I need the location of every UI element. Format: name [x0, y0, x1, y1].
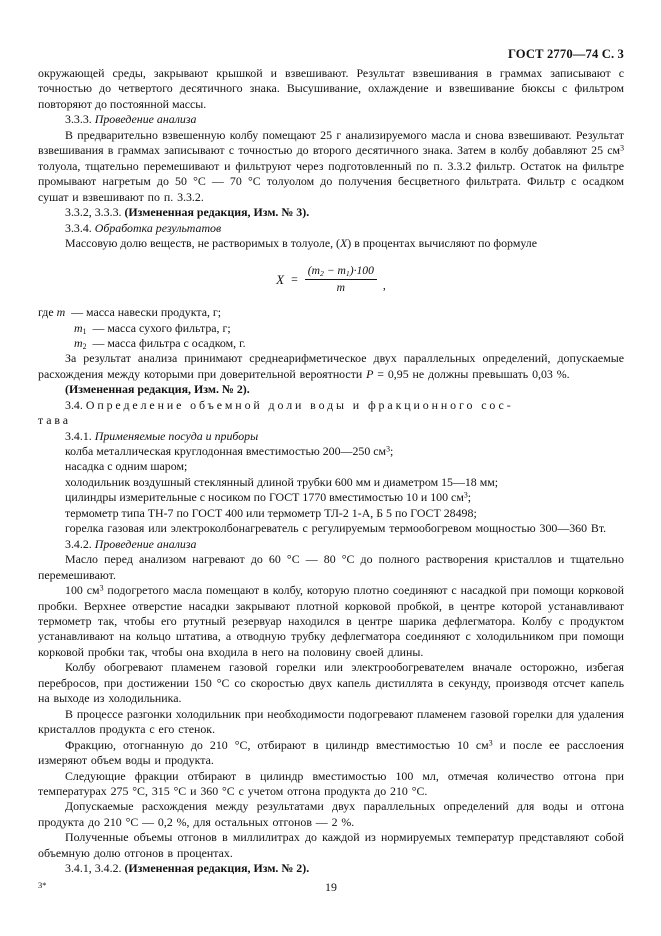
heading-3-4-number: 3.4. — [65, 397, 83, 412]
paragraph-3-3-3-part-a: В предварительно взвешенную колбу помещают 25 г анализируемого масла и снова взвешивают. Результат взвешивания в граммах записывают с точностью до второго десятичного знака. Затем в колбу добавляют 25 см — [38, 127, 624, 158]
amendment-note-2 — [38, 382, 624, 397]
heading-3-3-4-title: Обработка результатов — [94, 220, 222, 235]
variable-symbol-m: m — [56, 305, 66, 320]
apparatus-item-attachment-text: насадка с одним шаром; — [65, 459, 188, 474]
heading-3-4-1-number: 3.4.1. — [65, 428, 92, 443]
heading-3-3-4-number: 3.3.4. — [65, 220, 92, 235]
superscript-cubic: 3 — [488, 738, 493, 748]
page-footer — [38, 880, 624, 900]
variable-lead-word: где — [38, 305, 54, 320]
paragraph-result-part-a: За результат анализа принимают среднеарифметическое двух параллельных определений, допускаемые расхождения между которыми при доверительной вероятности — [38, 351, 624, 381]
formula-m2-subscript: 2 — [320, 269, 324, 279]
variable-text-m2: — масса фильтра с осадком, г. — [92, 335, 246, 350]
variable-symbol-m1: m — [74, 320, 83, 335]
heading-3-4-continuation — [38, 413, 624, 428]
heading-3-4-1 — [38, 429, 624, 444]
heading-3-4-2-title: Проведение анализа — [94, 536, 197, 551]
variable-text-m1: — масса сухого фильтра, г; — [92, 320, 231, 335]
apparatus-item-flask-suffix: ; — [390, 444, 394, 459]
apparatus-item-cylinders — [38, 490, 624, 505]
heading-3-4-title-line2: тава — [38, 413, 71, 428]
paragraph-result-part-b: = 0,95 не должны превышать 0,03 %. — [373, 366, 570, 381]
heading-3-4 — [38, 398, 624, 413]
variable-definition-m2 — [38, 336, 624, 351]
page-body — [38, 66, 624, 877]
superscript-cubic: 3 — [463, 491, 468, 501]
formula-m1: m — [337, 264, 346, 278]
superscript-cubic: 3 — [99, 583, 104, 593]
amendment-341342-sections: 3.4.1, 3.4.2. — [65, 861, 122, 876]
footer-signature-mark: 3* — [38, 880, 47, 890]
heading-3-4-title-line1: Определение объемной доли воды и фракционного сос- — [85, 397, 514, 412]
variable-definition-m — [38, 305, 624, 320]
heading-3-3-3-title: Проведение анализа — [94, 112, 197, 127]
amendment-2-text: (Измененная редакция, Изм. № 2). — [65, 382, 250, 397]
apparatus-item-cylinders-suffix: ; — [467, 490, 472, 505]
amendment-note-3-3-2-3-3-3 — [38, 205, 624, 220]
apparatus-item-attachment — [38, 459, 624, 474]
formula-paren-open: ( — [307, 264, 312, 278]
formula-block — [38, 264, 624, 294]
variable-x-inline: X — [340, 235, 348, 250]
variable-symbol-m2: m — [74, 335, 83, 350]
paragraph-3-4-2-tolerances: Допускаемые расхождения между результатами двух параллельных определений для воды и отгона продукта до 210 °С — 0,2 %, для остальных отгонов — 2 %. — [38, 799, 624, 829]
superscript-cubic: 3 — [620, 143, 624, 153]
apparatus-item-cylinders-text: цилиндры измерительные с носиком по ГОСТ 1770 вместимостью 10 и 100 см — [65, 490, 464, 505]
paragraph-3-4-2-assembly — [38, 583, 624, 660]
formula-fraction — [305, 264, 377, 294]
formula-denominator — [334, 280, 348, 294]
paragraph-3-3-4-post: ) в процентах вычисляют по формуле — [347, 235, 537, 250]
heading-3-4-2 — [38, 537, 624, 552]
heading-3-4-2-number: 3.4.2. — [65, 536, 92, 551]
header-standard-title: ГОСТ 2770—74 С. 3 — [507, 47, 624, 61]
page-content — [38, 0, 624, 877]
variable-symbol-m1-subscript: 1 — [82, 326, 87, 336]
variable-symbol-m2-subscript: 2 — [82, 341, 87, 351]
formula-m: m — [336, 280, 346, 294]
heading-3-3-3 — [38, 112, 624, 127]
formula-m2: m — [311, 264, 321, 278]
amendment-note-3-4-1-3-4-2 — [38, 861, 624, 876]
variable-definition-m1 — [38, 321, 624, 336]
paragraph-3-4-2-fraction-pre: Фракцию, отогнанную до 210 °С, отбирают в цилиндр вместимостью 10 см — [65, 737, 489, 752]
paragraph-3-4-2-volume-percent: Полученные объемы отгонов в миллилитрах до каждой из нормируемых температур представляют собой объемную долю отгонов в процентах. — [38, 830, 624, 860]
formula-numerator — [305, 264, 377, 279]
footer-page-number: 19 — [325, 880, 337, 894]
paragraph-result-tolerance — [38, 351, 624, 382]
paragraph-3-4-2-heating: Масло перед анализом нагревают до 60 °С — 80 °С до полного растворения кристаллов и тщательно перемешивают. — [38, 552, 624, 582]
formula-paren-close-mult: )·100 — [349, 264, 374, 278]
formula-trailing-comma: , — [382, 277, 386, 292]
amendment-sections: 3.3.2, 3.3.3. — [65, 205, 122, 220]
amendment-text: (Измененная редакция, Изм. № 3). — [124, 205, 310, 220]
apparatus-item-burner: горелка газовая или электроколбонагреватель с регулируемым термообогревом мощностью 300—360 Вт. — [65, 521, 607, 536]
paragraph-3-3-3-part-b: толуола, тщательно перемешивают и фильтруют через подготовленный по п. 3.3.2 фильтр. Остаток на фильтре промывают нагретым до 50 °С — 70 °С толуолом до получения бесцветного фильтрата. Фильтр с осадком сушат и взвешивают по п. 3.3.2. — [38, 158, 624, 204]
heading-3-4-1-title: Применяемые посуда и приборы — [94, 428, 259, 443]
paragraph-3-3-4-pre: Массовую долю веществ, не растворимых в толуоле, ( — [65, 235, 341, 250]
paragraph-3-4-2-burner-operation: Колбу обогревают пламенем газовой горелки или электрообогревателем вначале осторожно, избегая перебросов, при достижении 150 °С со скоростью двух капель дистиллята в секунду, производя отсчет капель на выходе из холодильника. — [38, 660, 624, 706]
paragraph-3-4-2-assembly-text: подогретого масла помещают в колбу, которую плотно соединяют с насадкой при помощи корковой пробки. Верхнее отверстие насадки закрывают плотной корковой пробкой, в центре которой устанавливают термометр так, чтобы его ртутный резервуар находился в центре шарика дефлегматора. Колбу с продуктом устанавливают на кольцо штатива, а отводную трубку дефлегматора соединяют с холодильником при помощи корковой пробки так, чтобы она входила в него на половину своей длины. — [38, 583, 624, 659]
paragraph-continued: окружающей среды, закрывают крышкой и взвешивают. Результат взвешивания в граммах записывают с точностью до четвертого десятичного знака. Высушивание, охлаждение и взвешивание бюксы с фильтром повторяют до постоянной массы. — [38, 66, 624, 111]
page-header — [38, 0, 624, 66]
apparatus-item-thermometer-text: термометр типа ТН-7 по ГОСТ 400 или термометр ТЛ-2 1-А, Б 5 по ГОСТ 28498; — [65, 505, 477, 520]
paragraph-3-4-2-fraction-post: и после ее расслоения измеряют объем воды и продукта. — [38, 737, 624, 768]
formula-result-variable: X — [276, 271, 285, 287]
paragraph-3-4-2-next-fractions: Следующие фракции отбирают в цилиндр вместимостью 100 мл, отмечая количество отгона при температурах 275 °С, 315 °С и 360 °С с учетом отгона продукта до 210 °С. — [38, 768, 624, 798]
superscript-cubic: 3 — [386, 444, 390, 454]
amendment-341342-text: (Измененная редакция, Изм. № 2). — [124, 861, 310, 876]
paragraph-3-4-2-volume: 100 см — [65, 583, 100, 598]
variable-text-m: — масса навески продукта, г; — [71, 305, 222, 320]
paragraph-3-4-2-fraction-210 — [38, 738, 624, 769]
variable-p-confidence: P — [366, 366, 374, 381]
formula-equals-sign: = — [291, 271, 298, 286]
heading-3-3-3-number: 3.3.3. — [65, 112, 92, 127]
apparatus-item-flask-text: колба металлическая круглодонная вместимостью 200—250 см — [65, 444, 387, 459]
formula-variable-definitions — [38, 305, 624, 351]
heading-3-3-4 — [38, 221, 624, 236]
paragraph-3-3-4-intro — [38, 236, 624, 251]
formula-mass-fraction — [276, 264, 386, 294]
apparatus-item-condenser-text: холодильник воздушный стеклянный длиной трубки 600 мм и диаметром 15—18 мм; — [65, 474, 499, 489]
apparatus-item-flask — [38, 444, 624, 459]
formula-minus: − — [326, 264, 335, 278]
apparatus-item-condenser — [38, 475, 624, 490]
formula-m1-subscript: 1 — [345, 269, 350, 279]
paragraph-3-4-2-distillation: В процессе разгонки холодильник при необходимости подогревают пламенем газовой горелки для удаления кристаллов продукта с его стенок. — [38, 706, 624, 737]
apparatus-item-thermometer — [38, 506, 624, 521]
paragraph-3-3-3 — [38, 128, 624, 205]
